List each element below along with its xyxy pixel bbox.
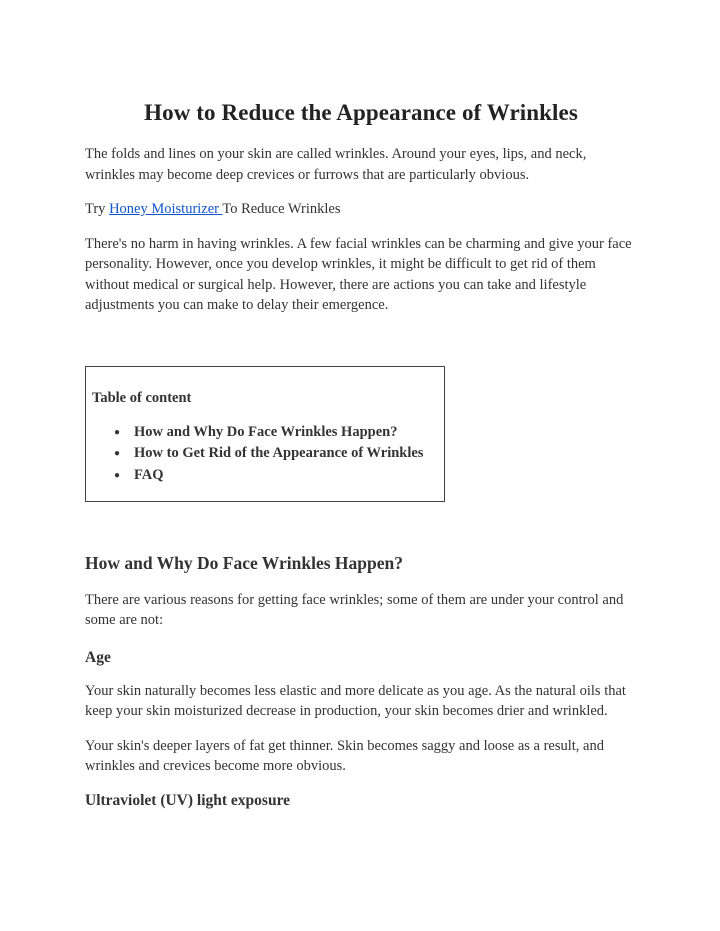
toc-item[interactable] <box>114 422 444 444</box>
toc-list <box>92 422 444 487</box>
harm-paragraph: There's no harm in having wrinkles. A few facial wrinkles can be charming and give your face personality. However, once you develop wrinkles, it might be difficult to get rid of them without medical or surgical help. However, there are actions you can take and lifestyle adjustments you can make to delay their emergence. <box>85 235 632 313</box>
table-of-contents <box>85 366 445 502</box>
try-prefix: Try <box>85 201 110 217</box>
toc-item-label: How and Why Do Face Wrinkles Happen? <box>134 423 398 440</box>
toc-item[interactable] <box>114 465 444 487</box>
honey-moisturizer-link[interactable]: Honey Moisturizer <box>109 201 223 217</box>
toc-item[interactable] <box>114 443 444 465</box>
age-paragraph-1: Your skin naturally becomes less elastic and more delicate as you age. As the natural oils that keep your skin moisturized decrease in production, your skin becomes drier and wrinkled. <box>85 682 626 719</box>
bullet-icon: ● <box>114 469 121 481</box>
try-line <box>85 199 637 220</box>
document-page <box>85 96 637 812</box>
section-heading-why-wrinkles: How and Why Do Face Wrinkles Happen? <box>85 552 403 573</box>
intro-paragraph: The folds and lines on your skin are called wrinkles. Around your eyes, lips, and neck, wrinkles may become deep crevices or furrows that are particularly obvious. <box>85 146 587 183</box>
toc-item-label: How to Get Rid of the Appearance of Wrinkles <box>134 445 424 461</box>
subheading-age: Age <box>85 648 111 666</box>
age-paragraph-2: Your skin's deeper layers of fat get thinner. Skin becomes saggy and loose as a result, and wrinkles and crevices become more obvious. <box>85 737 604 774</box>
page-title: How to Reduce the Appearance of Wrinkles <box>144 100 578 125</box>
toc-item-label: FAQ <box>134 466 164 483</box>
reasons-paragraph: There are various reasons for getting face wrinkles; some of them are under your control and some are not: <box>85 591 624 628</box>
subheading-uv-exposure: Ultraviolet (UV) light exposure <box>85 791 291 809</box>
toc-title: Table of content <box>92 389 192 406</box>
bullet-icon: ● <box>114 426 121 438</box>
try-suffix: To Reduce Wrinkles <box>222 201 341 217</box>
bullet-icon: ● <box>114 448 121 459</box>
